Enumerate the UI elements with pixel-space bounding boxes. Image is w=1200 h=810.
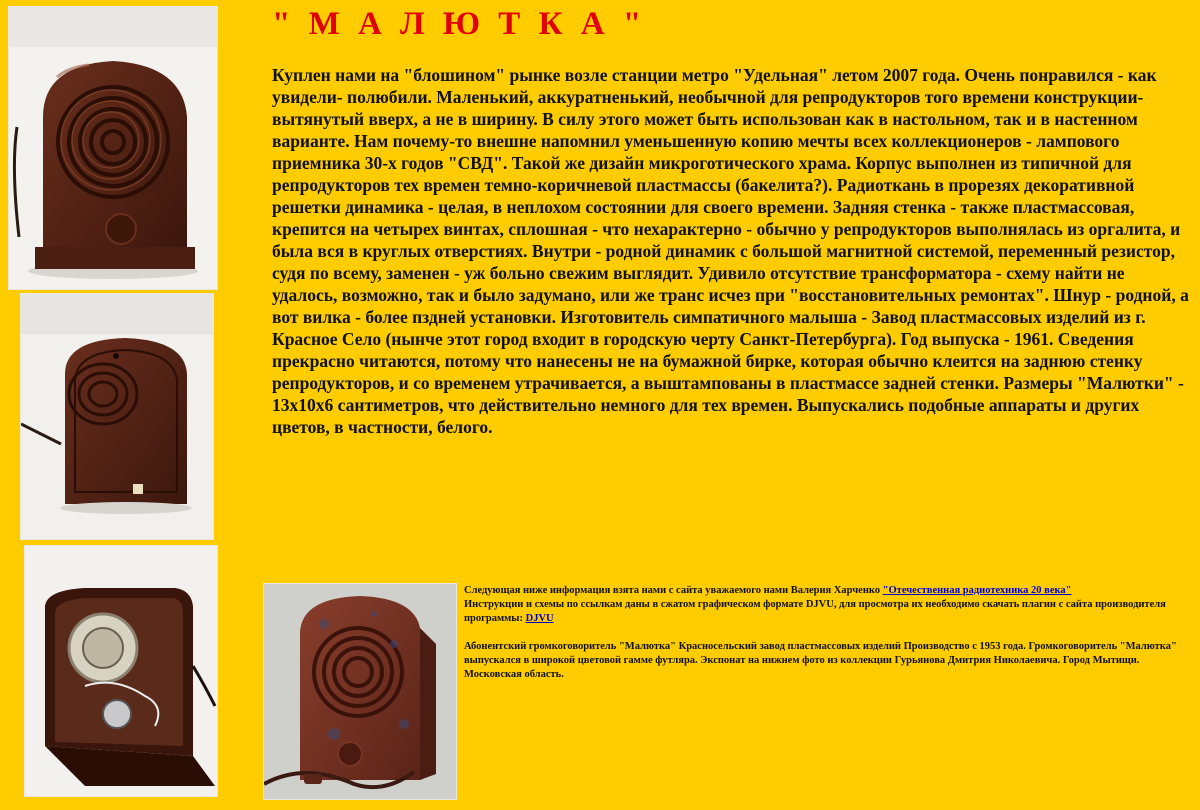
speaker-inside-photo-icon xyxy=(25,546,217,796)
source-note-intro: Следующая ниже информация взята нами с сайта уважаемого нами Валерия Харченко xyxy=(464,585,883,596)
main-description: Куплен нами на "блошином" рынке возле станции метро "Удельная" летом 2007 года. Очень понравился - как увидели- полюбили. Маленький, аккуратненький, необычной для репродукторов того времени конструкции- вытянутый вверх, а не в ширину. В силу этого может быть использован как в настольном, так и в настенном варианте. Нам почему-то внешне напомнил уменьшенную копию мечты всех коллекционеров - лампового приемника 30-х годов "СВД". Такой же дизайн микроготического храма. Корпус выполнен из типичной для репродукторов тех времен темно-коричневой пластмассы (бакелита?). Радиоткань в прорезях декоративной решетки динамика - целая, в неплохом состоянии для своего времени. Задняя стенка - также пластмассовая, крепится на четырех винтах, сплошная - что нехарактерно - обычно у репродукторов выполнялась из оргалита, и была вся в круглых отверстиях. Внутри - родной динамик с большой магнитной системой, переменный резистор, судя по всему, заменен - уж больно свежим выглядит. Удивило отсутствие трансформатора - схему найти не удалось, возможно, так и было задумано, или же транс исчез при "восстановительных ремонтах". Шнур - родной, а вот вилка - более пздней установки. Изготовитель симпатичного малыша - Завод пластмассовых изделий из г. Красное Село (нынче этот город входит в городскую черту Санкт-Петербурга). Год выпуска - 1961. Сведения прекрасно читаются, потому что нанесены не на бумажной бирке, которая обычно клеится на заднюю стенку репродукторов, и со временем утрачивается, а выштампованы в пластмассе задней стенки. Размеры "Малютки" - 13х10х6 сантиметров, что действительно немного для тех времен. Выпускались подобные аппараты и других цветов, в частности, белого. xyxy=(272,65,1189,437)
source-notes xyxy=(464,584,1188,682)
speaker-front-photo-icon xyxy=(9,7,217,289)
source-note-line2: Инструкции и схемы по ссылкам даны в сжатом графическом формате DJVU, для просмотра их необходимо скачать плагин с сайта производителя программы: xyxy=(464,599,1166,624)
speaker-back-photo-icon xyxy=(21,294,213,539)
speaker-marbled-photo-icon xyxy=(264,584,456,799)
photo-front-view xyxy=(8,6,218,290)
source-note-paragraph xyxy=(464,584,1188,626)
photo-inside-view xyxy=(24,545,218,797)
photo-back-view xyxy=(20,293,214,540)
photo-marbled-variant xyxy=(263,583,457,800)
page-title: " М А Л Ю Т К А " xyxy=(272,6,647,42)
spacer xyxy=(464,626,1188,640)
djvu-link[interactable]: DJVU xyxy=(525,613,554,624)
catalog-note: Абонентский громкоговоритель "Малютка" Красносельский завод пластмассовых изделий Производство с 1953 года. Громкоговоритель "Малютка" выпускался в широкой цветовой гамме футляра. Экспонат на нижнем фото из коллекции Гурьянова Дмитрия Николаевича. Город Мытищи. Московская область. xyxy=(464,641,1177,680)
site-link[interactable]: "Отечественная радиотехника 20 века" xyxy=(882,585,1072,596)
